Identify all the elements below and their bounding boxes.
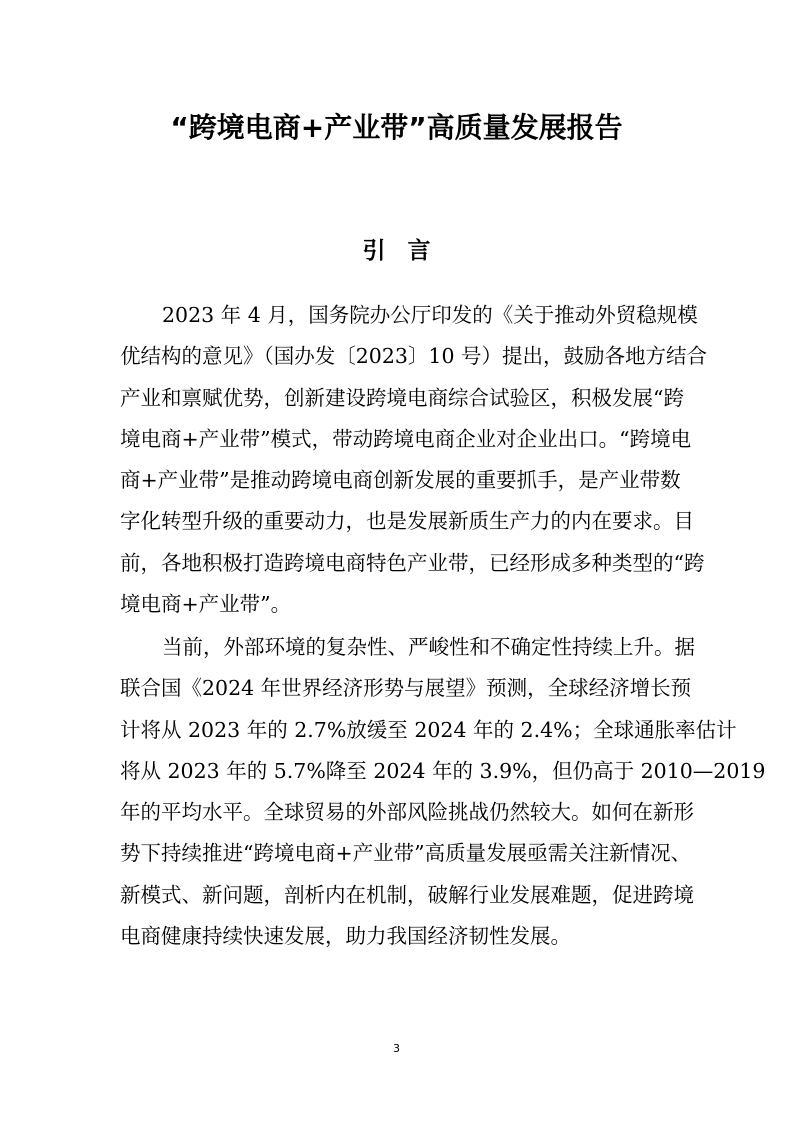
paragraph-2 (120, 627, 766, 957)
document-title: “跨境电商+产业带”高质量发展报告 (170, 111, 623, 144)
text-line: 境电商+产业带”模式，带动跨境电商企业对企业出口。“跨境电 (120, 426, 692, 451)
page-number: 3 (393, 1042, 400, 1055)
text-line: 优结构的意见》（国办发〔2023〕10 号）提出，鼓励各地方结合 (120, 344, 708, 369)
text-line: 字化转型升级的重要动力，也是发展新质生产力的内在要求。目 (120, 509, 694, 534)
paragraph-1 (120, 295, 708, 625)
text-line: 联合国《2024 年世界经济形势与展望》预测，全球经济增长预 (120, 676, 692, 701)
section-heading: 引言 (362, 238, 453, 264)
text-line: 新模式、新问题，剖析内在机制，破解行业发展难题，促进跨境 (120, 882, 694, 907)
text-line: 电商健康持续快速发展，助力我国经济韧性发展。 (120, 924, 571, 949)
text-line: 势下持续推进“跨境电商+产业带”高质量发展亟需关注新情况、 (120, 841, 692, 866)
text-line: 计将从 2023 年的 2.7%放缓至 2024 年的 2.4%；全球通胀率估计 (120, 717, 737, 742)
text-line: 前，各地积极打造跨境电商特色产业带，已经形成多种类型的“跨 (120, 550, 705, 575)
text-line: 当前，外部环境的复杂性、严峻性和不确定性持续上升。据 (162, 635, 695, 659)
text-line: 境电商+产业带”。 (120, 592, 292, 617)
text-line: 2023 年 4 月，国务院办公厅印发的《关于推动外贸稳规模 (162, 303, 698, 327)
text-line: 产业和禀赋优势，创新建设跨境电商综合试验区，积极发展“跨 (120, 385, 684, 410)
text-line: 年的平均水平。全球贸易的外部风险挑战仍然较大。如何在新形 (120, 800, 694, 825)
text-line: 将从 2023 年的 5.7%降至 2024 年的 3.9%，但仍高于 2010—2019 (120, 758, 766, 783)
text-line: 商+产业带”是推动跨境电商创新发展的重要抓手，是产业带数 (120, 468, 681, 493)
